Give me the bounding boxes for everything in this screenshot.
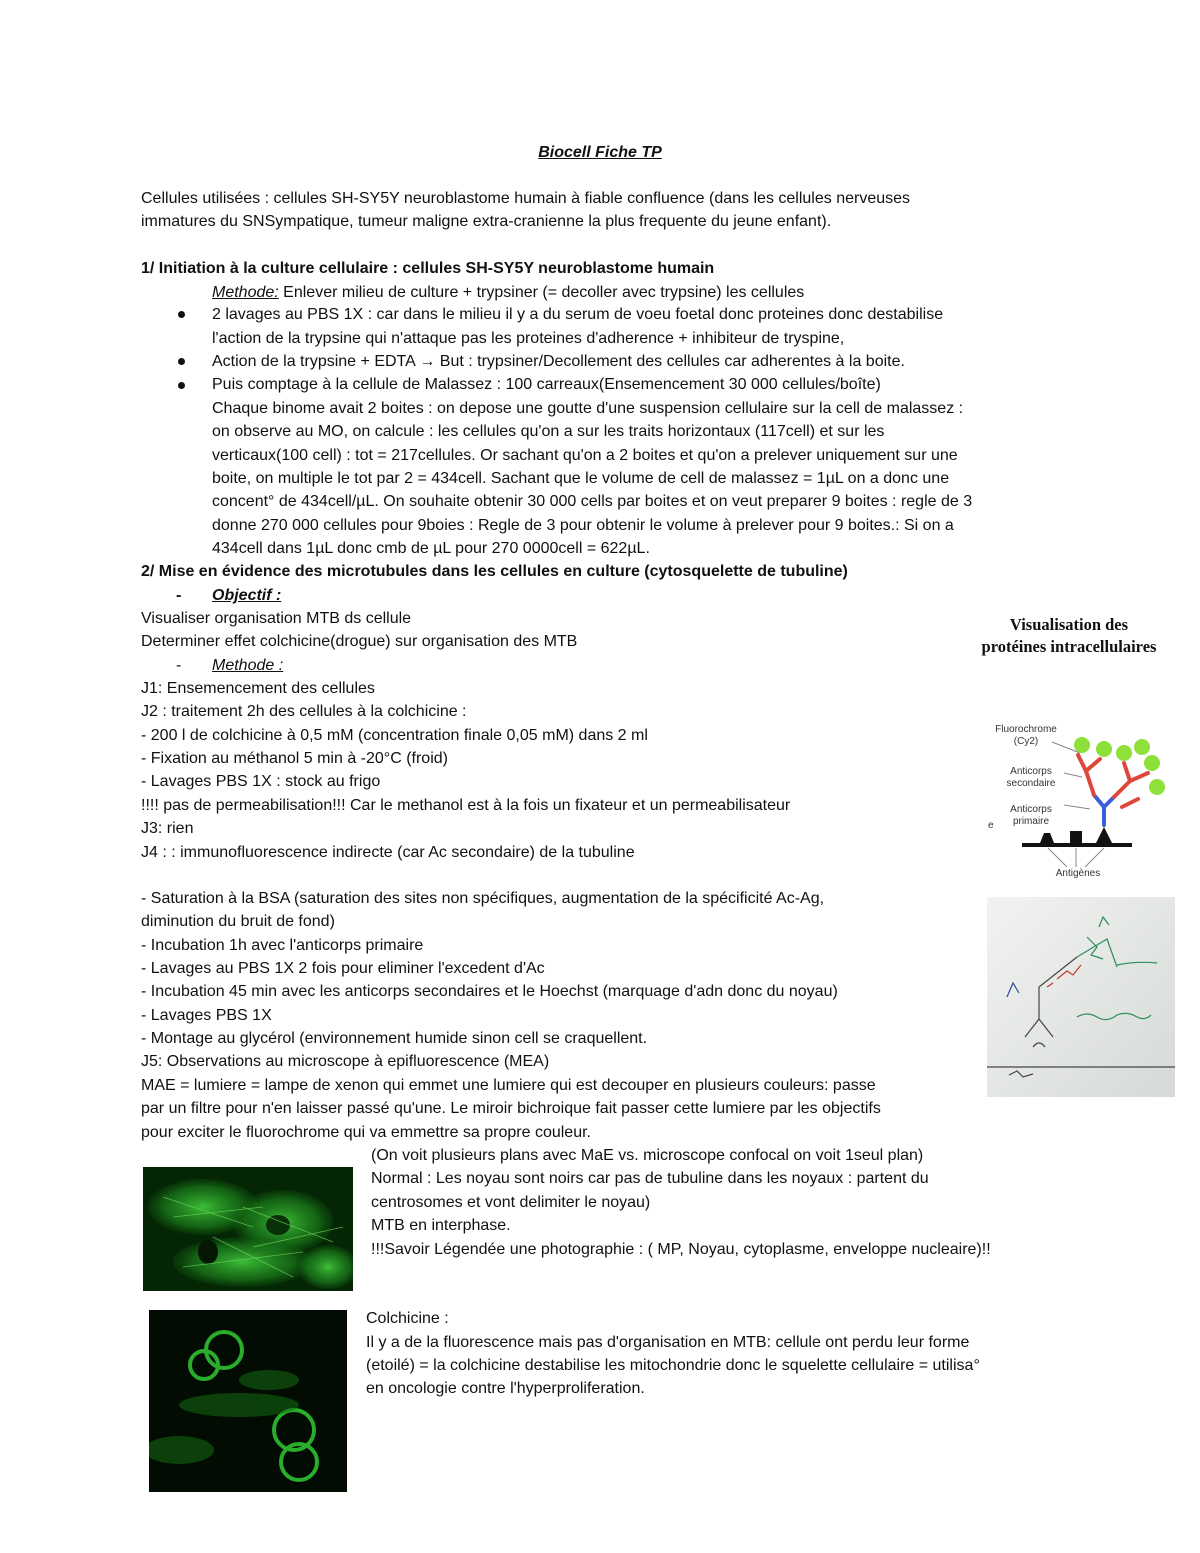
micrograph-colchicine — [149, 1310, 347, 1492]
para-line: donne 270 000 cellules pour 9boies : Regle de 3 pour obtenir le volume à prelever pour 9 boites.: Si on a — [212, 517, 954, 534]
objectif-line: Determiner effet colchicine(drogue) sur organisation des MTB — [141, 633, 578, 650]
photo1-caption-line: !!!Savoir Légendée une photographie : ( MP, Noyau, cytoplasme, enveloppe nucleaire)!! — [371, 1241, 991, 1258]
objectif-label: Objectif : — [212, 587, 282, 604]
protocol-line: J5: Observations au microscope à epifluorescence (MEA) — [141, 1053, 550, 1070]
section1-heading: 1/ Initiation à la culture cellulaire : cellules SH-SY5Y neuroblastome humain — [141, 260, 715, 277]
protocol-line: pour exciter le fluorochrome qui va emmettre sa propre couleur. — [141, 1124, 591, 1141]
bullet2-line: Action de la trypsine + EDTA → But : trypsiner/Decollement des cellules car adherentes à la boite. — [212, 353, 905, 370]
protocol-line: - Montage au glycérol (environnement humide sinon cell se craquellent. — [141, 1030, 648, 1047]
label-anticorps-primaire-1: Anticorps — [1010, 804, 1052, 815]
label-anticorps-secondaire-1: Anticorps — [1010, 766, 1052, 777]
protocol-line: MAE = lumiere = lampe de xenon qui emmet une lumiere qui est decouper en plusieurs couleurs: passe — [141, 1077, 876, 1094]
para-line: concent° de 434cell/µL. On souhaite obtenir 30 000 cells par boites et on veut preparer 9 boites : regle de 3 — [212, 493, 973, 510]
protocol-line: - Lavages au PBS 1X 2 fois pour eliminer l'excedent d'Ac — [141, 960, 545, 977]
bullet-dot — [178, 358, 185, 365]
para-line: boite, on multiple le tot par 2 = 434cell. Sachant que le volume de cell de malassez = 1µL on a donc une — [212, 470, 950, 487]
bullet1-line-1: 2 lavages au PBS 1X : car dans le milieu il y a du serum de voeu foetal donc proteines donc destabilise — [212, 306, 944, 323]
intro-line-2: immatures du SNSympatique, tumeur maligne extra-cranienne la plus frequente du jeune enfant). — [141, 213, 832, 230]
photo2-caption-line: en oncologie contre l'hyperproliferation. — [366, 1380, 645, 1397]
methode2-label: Methode : — [212, 657, 284, 674]
bullet3-line: Puis comptage à la cellule de Malassez : 100 carreaux(Ensemencement 30 000 cellules/boîte) — [212, 376, 881, 393]
photo1-caption-line: Normal : Les noyau sont noirs car pas de tubuline dans les noyaux : partent du — [371, 1170, 929, 1187]
objectif-line: Visualiser organisation MTB ds cellule — [141, 610, 412, 627]
micrograph-normal — [143, 1167, 353, 1291]
protocol-line: J4 : : immunofluorescence indirecte (car Ac secondaire) de la tubuline — [141, 844, 635, 861]
protocol-line: par un filtre pour n'en laisser passé qu'une. Le miroir bichroique fait passer cette lumiere par les objectifs — [141, 1100, 881, 1117]
label-anticorps-secondaire-2: secondaire — [1006, 778, 1056, 789]
label-fluorochrome: Fluorochrome — [995, 724, 1057, 735]
para-line: verticaux(100 cell) : tot = 217cellules. Or sachant qu'on a 2 boites et qu'on a prelever uniquement sur une — [212, 447, 958, 464]
photo2-caption-line: (etoilé) = la colchicine destabilise les mitochondrie donc le squelette cellulaire = utilisa° — [366, 1357, 980, 1374]
protocol-line: !!!! pas de permeabilisation!!! Car le methanol est à la fois un fixateur et un permeabilisateur — [141, 797, 791, 814]
protocol-line: J2 : traitement 2h des cellules à la colchicine : — [141, 703, 467, 720]
figure-title-line: protéines intracellulaires — [981, 637, 1157, 656]
bullet1-line-2: l'action de la trypsine qui n'attaque pas les proteines d'adherence + inhibiteur de tryspine, — [212, 330, 845, 347]
photo1-caption-line: MTB en interphase. — [371, 1217, 511, 1234]
objectif-dash: - — [176, 587, 182, 604]
page-title: Biocell Fiche TP — [538, 144, 662, 161]
para-line: 434cell dans 1µL donc cmb de µL pour 270 0000cell = 622µL. — [212, 540, 650, 557]
section1-methode — [212, 281, 804, 304]
whiteboard-photo — [987, 897, 1175, 1097]
photo1-caption-line: (On voit plusieurs plans avec MaE vs. microscope confocal on voit 1seul plan) — [371, 1147, 924, 1164]
protocol-line: J1: Ensemencement des cellules — [141, 680, 375, 697]
protocol-line: - Fixation au méthanol 5 min à -20°C (froid) — [141, 750, 448, 767]
protocol-line: - Incubation 1h avec l'anticorps primaire — [141, 937, 424, 954]
methode-text: Enlever milieu de culture + trypsiner (= decoller avec trypsine) les cellules — [278, 284, 805, 301]
methode-dash: - — [176, 657, 182, 674]
protocol-line: diminution du bruit de fond) — [141, 913, 335, 930]
label-cy2: (Cy2) — [1013, 736, 1039, 747]
protocol-line: J3: rien — [141, 820, 194, 837]
label-antigenes: Antigènes — [1055, 868, 1101, 879]
bullet-dot — [178, 382, 185, 389]
photo1-caption-line: centrosomes et vont delimiter le noyau) — [371, 1194, 651, 1211]
para-line: Chaque binome avait 2 boites : on depose une goutte d'une suspension cellulaire sur la cell de malassez : — [212, 400, 964, 417]
protocol-line: - Saturation à la BSA (saturation des sites non spécifiques, augmentation de la spécificité Ac-Ag, — [141, 890, 825, 907]
label-e: e — [988, 820, 994, 831]
bullet-dot — [178, 311, 185, 318]
para-line: on observe au MO, on calcule : les cellules qu'on a sur les traits horizontaux (117cell) et sur les — [212, 423, 885, 440]
label-anticorps-primaire-2: primaire — [1012, 816, 1050, 827]
protocol-line: - Lavages PBS 1X — [141, 1007, 272, 1024]
photo2-caption-line: Il y a de la fluorescence mais pas d'organisation en MTB: cellule ont perdu leur forme — [366, 1334, 970, 1351]
protocol-line: - Incubation 45 min avec les anticorps secondaires et le Hoechst (marquage d'adn donc du noyau) — [141, 983, 838, 1000]
protocol-line: - Lavages PBS 1X : stock au frigo — [141, 773, 381, 790]
section2-heading: 2/ Mise en évidence des microtubules dans les cellules en culture (cytosquelette de tubuline) — [141, 563, 848, 580]
methode-label: Methode: — [212, 284, 279, 301]
protocol-line: - 200 l de colchicine à 0,5 mM (concentration finale 0,05 mM) dans 2 ml — [141, 727, 648, 744]
figure-title-line: Visualisation des — [1009, 615, 1129, 634]
photo2-caption-line: Colchicine : — [366, 1310, 449, 1327]
intro-line-1: Cellules utilisées : cellules SH-SY5Y neuroblastome humain à fiable confluence (dans les cellules nerveuses — [141, 190, 911, 207]
